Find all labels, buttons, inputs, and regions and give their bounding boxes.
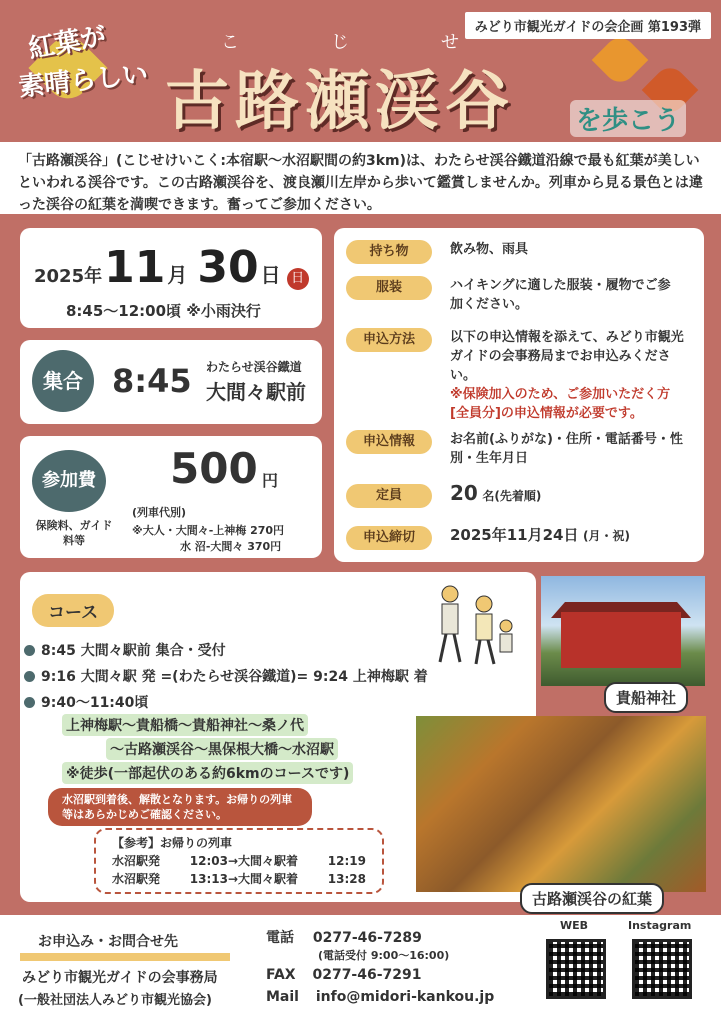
event-date [34, 242, 309, 293]
info-panel [334, 228, 704, 562]
fee-includes: 保険料、ガイド料等 [35, 519, 113, 547]
info-key: 定員 [346, 484, 432, 508]
info-row-capacity [346, 481, 696, 508]
series-badge: みどり市観光ガイドの会企画 第193弾 [465, 12, 711, 39]
train-time: 13:13→大間々駅着 [189, 872, 299, 886]
info-value: お名前(ふりがな)・住所・電話番号・性別・生年月日 [450, 432, 683, 466]
train-departure: 水沼駅発 [112, 872, 161, 886]
date-day: 30 [197, 242, 259, 293]
bullet-icon [24, 697, 35, 708]
course-route-line-2: ～古路瀬渓谷～黒保根大橋～水沼駅 [106, 738, 338, 760]
web-qr-code[interactable] [546, 939, 606, 999]
date-year: 2025年 [34, 266, 103, 287]
meeting-panel [20, 340, 322, 424]
info-key: 申込方法 [346, 328, 432, 352]
contact-label: お申込み・お問合せ先 [38, 934, 178, 950]
info-row-apply-method [346, 328, 696, 423]
ruby-char: じ [331, 32, 349, 53]
intro-text: 「古路瀬渓谷」(こじせけいこく:本宿駅～水沼駅間の約3km)は、わたらせ渓谷鐵道沿線で最も紅葉が美しいといわれる渓谷です。この古路瀬渓谷を、渡良瀬川左岸から歩いて鑑賞しませんか。列車から見る景色とは違った渓谷の紅葉を満喫できます。奮ってご参加ください。 [0, 142, 721, 214]
meeting-time: 8:45 [112, 362, 192, 400]
reference-title: 【参考】お帰りの列車 [112, 836, 233, 850]
instagram-qr-code[interactable] [632, 939, 692, 999]
organizer-sub: (一般社団法人みどり市観光協会) [18, 993, 212, 1008]
tel-number[interactable]: 0277-46-7289 [312, 930, 422, 946]
shrine-building [561, 612, 681, 668]
train-row [112, 852, 366, 870]
tel-line [266, 927, 422, 947]
ruby-char: こ [221, 32, 239, 53]
capacity-value: 20 [450, 481, 478, 505]
info-key: 持ち物 [346, 240, 432, 264]
meeting-place: 大間々駅前 [206, 380, 306, 404]
tagline-2: 素晴らしい [17, 59, 150, 103]
tagline-1: 紅葉が [26, 21, 109, 65]
info-row-deadline [346, 526, 696, 550]
deadline-suffix: (月・祝) [583, 529, 631, 543]
date-month-unit: 月 [167, 263, 188, 287]
meeting-line: わたらせ渓谷鐵道 [206, 360, 302, 374]
hikers-illustration-icon [420, 580, 520, 670]
date-day-unit: 日 [260, 263, 281, 287]
fee-label-badge: 参加費 [32, 450, 106, 512]
shrine-photo [541, 576, 705, 686]
date-weekday-badge: 日 [287, 268, 309, 290]
course-item [24, 640, 226, 660]
meeting-label-badge: 集合 [32, 350, 94, 412]
footer-accent-bar [20, 953, 230, 961]
course-route-line-1: 上神梅駅～貴船橋～貴船神社～桑ノ代 [62, 714, 308, 736]
info-key: 服装 [346, 276, 432, 300]
info-value: 飲み物、雨具 [450, 242, 529, 257]
info-row-belongings [346, 240, 696, 264]
course-item-text: 9:40～11:40頃 [41, 695, 149, 711]
tel-label: 電話 [266, 930, 294, 946]
shrine-caption: 貴船神社 [604, 682, 688, 713]
course-item-text: 8:45 大間々駅前 集合・受付 [41, 643, 226, 659]
info-row-apply-info [346, 430, 696, 468]
info-value: 以下の申込情報を添えて、みどり市観光ガイドの会事務局までお申込みください。 [450, 330, 684, 383]
footer [0, 915, 721, 1020]
ruby-char: せ [441, 32, 459, 53]
date-panel [20, 228, 322, 328]
date-month: 11 [104, 242, 166, 293]
course-route-note: ※徒歩(一部起伏のある約6kmのコースです) [62, 762, 353, 784]
train-departure: 水沼駅発 [112, 854, 161, 868]
fax-number: 0277-46-7291 [312, 967, 422, 983]
deadline-value: 2025年11月24日 [450, 526, 579, 544]
tel-hours: (電話受付 9:00～16:00) [318, 949, 450, 962]
fare-line-2: 水 沼-大間々 370円 [180, 540, 282, 553]
train-arrival: 12:19 [327, 854, 366, 868]
train-arrival: 13:28 [327, 872, 366, 886]
event-time: 8:45～12:00頃 ※小雨決行 [66, 302, 261, 320]
course-item [24, 692, 148, 712]
mail-address[interactable]: info@midori-kankou.jp [315, 989, 495, 1005]
bullet-icon [24, 645, 35, 656]
capacity-suffix: 名(先着順) [482, 489, 542, 503]
course-item-text: 9:16 大間々駅 発 =(わたらせ渓谷鐵道)= 9:24 上神梅駅 着 [41, 669, 428, 685]
qr-web-label: WEB [560, 919, 589, 932]
fax-line [266, 967, 422, 983]
train-time: 12:03→大間々駅着 [189, 854, 299, 868]
fare-line-1: ※大人・大間々-上神梅 270円 [132, 524, 285, 537]
fee-unit: 円 [262, 471, 279, 490]
fee-panel [20, 436, 322, 558]
maple-leaf-icon [592, 32, 649, 89]
page-subtitle: を歩こう [570, 100, 686, 137]
course-item [24, 666, 428, 686]
info-row-clothing [346, 276, 696, 314]
fare-title: (列車代別) [132, 506, 187, 519]
dismissal-note: 水沼駅到着後、解散となります。お帰りの列車等はあらかじめご確認ください。 [48, 788, 312, 826]
return-train-reference [94, 828, 384, 894]
organizer-name: みどり市観光ガイドの会事務局 [22, 970, 218, 986]
gorge-caption: 古路瀬渓谷の紅葉 [520, 883, 664, 914]
info-value: ハイキングに適した服装・履物でご参加ください。 [450, 278, 671, 312]
qr-instagram-label: Instagram [628, 919, 692, 932]
page-title: 古路瀬渓谷 [165, 65, 515, 139]
info-note: ※保険加入のため、ご参加いただく方[全員分]の申込情報が必要です。 [450, 387, 671, 421]
mail-label: Mail [266, 989, 299, 1005]
fee-amount: 500 [170, 444, 258, 493]
bullet-icon [24, 671, 35, 682]
info-key: 申込情報 [346, 430, 432, 454]
header [0, 0, 721, 140]
fax-label: FAX [266, 967, 296, 983]
course-label: コース [32, 594, 114, 627]
info-key: 申込締切 [346, 526, 432, 550]
gorge-photo [416, 716, 706, 892]
mail-line [266, 989, 494, 1005]
train-row [112, 870, 366, 888]
